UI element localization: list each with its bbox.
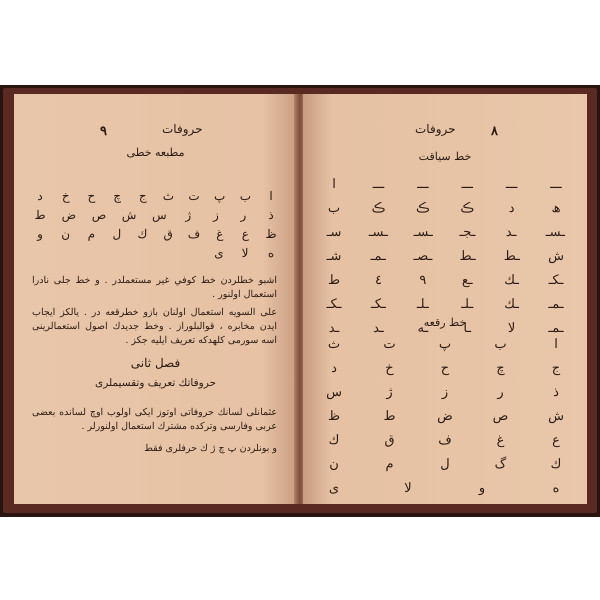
table-row xyxy=(303,220,587,244)
letter-glyph: ك xyxy=(137,227,148,241)
table-row xyxy=(303,476,587,500)
paragraph: على السويه استعمال اولنان بازو خطرقعه در . يالكز ايجاب ايدن مخابره ، قوالبلوراز . وخط جديدك اصول استعمالرينى اسه سورمى كلهدكه تعريف ايليه جكز . xyxy=(32,307,277,346)
letter-glyph: لا xyxy=(241,246,249,260)
letter-form: ض xyxy=(437,408,453,424)
letter-form: س xyxy=(326,384,342,400)
letter-form: ٩ xyxy=(419,272,427,288)
letter-form: لا xyxy=(404,480,412,496)
letter-form: ـع xyxy=(461,272,473,288)
letter-form: ب xyxy=(327,200,341,216)
letter-form: ـسـ xyxy=(368,224,388,240)
letter-glyph: ر xyxy=(240,208,247,222)
chapter-subtitle: حروفاتك تعريف وتقسيملرى xyxy=(95,377,216,389)
letter-form: ـكـ xyxy=(548,272,564,288)
letter-form: ڪ xyxy=(415,200,430,216)
letter-glyph: ذ xyxy=(268,208,274,222)
letter-form: ش xyxy=(548,248,564,264)
paragraph: عثمانلى لسانك حروفاتى اوتوز ايكى اولوب اوچ لسانده بعضى عربى وفارسى وتركده مشترك استعمال اولنورلر . xyxy=(32,407,277,432)
table-row xyxy=(303,172,587,196)
alphabet-row xyxy=(14,246,297,260)
letter-form: و xyxy=(478,480,486,496)
left-page xyxy=(14,94,297,504)
letter-form: ن xyxy=(329,456,339,472)
letter-form: ط xyxy=(383,408,396,424)
letter-form: ظ xyxy=(327,408,341,424)
letter-form: ـمـ xyxy=(548,296,564,312)
table-row xyxy=(303,244,587,268)
rika-title: خط رقعه xyxy=(423,316,467,329)
letter-glyph: د xyxy=(37,189,43,203)
letter-glyph: ح xyxy=(87,189,96,203)
table-row xyxy=(303,404,587,428)
letter-form: شـ xyxy=(326,248,342,264)
letter-form: ا xyxy=(554,336,558,352)
letter-glyph: ژ xyxy=(185,208,192,222)
letter-form: ـمـ xyxy=(548,320,564,336)
letter-glyph: غ xyxy=(216,227,224,241)
table-row xyxy=(303,428,587,452)
letter-form: ـــ xyxy=(417,176,429,192)
letter-form: ـمـ xyxy=(370,248,386,264)
letter-form: ق xyxy=(384,432,395,448)
letter-form: ـد xyxy=(505,224,517,240)
letter-glyph: ه xyxy=(267,246,275,260)
letter-form: سـ xyxy=(326,224,342,240)
letter-form: ـك xyxy=(504,296,519,312)
letter-form: ھ xyxy=(551,200,561,216)
letter-glyph: ل xyxy=(112,227,122,241)
letter-form: ه xyxy=(552,480,560,496)
letter-form: ـد xyxy=(373,320,384,336)
letter-form: ط xyxy=(328,272,341,288)
alphabet-row xyxy=(14,208,297,222)
letter-glyph: ع xyxy=(241,227,249,241)
letter-form: ك xyxy=(550,456,562,472)
letter-form: ـط xyxy=(459,248,476,264)
letter-form: ج xyxy=(551,360,561,376)
letter-form: ـصـ xyxy=(413,248,433,264)
letter-glyph: پ xyxy=(214,189,226,203)
letter-glyph: ب xyxy=(239,189,251,203)
letter-form: ـسـ xyxy=(545,224,565,240)
letter-form: ف xyxy=(438,432,452,448)
letter-form: د xyxy=(508,200,515,216)
letter-form: ـكـ xyxy=(326,296,342,312)
letter-form: ژ xyxy=(386,384,393,400)
letter-glyph: ف xyxy=(187,227,201,241)
letter-glyph: ج xyxy=(138,189,147,203)
letter-form: م xyxy=(385,456,394,472)
letter-form: ا xyxy=(332,176,336,192)
letter-form: ـــ xyxy=(372,176,385,192)
alphabet-row xyxy=(14,227,297,241)
rika-table xyxy=(303,332,587,500)
table-row xyxy=(303,452,587,476)
letter-form: ـك xyxy=(504,272,519,288)
siyakat-title: خط سياقت xyxy=(418,150,472,163)
letter-form: ڪ xyxy=(371,200,386,216)
letter-form: ك xyxy=(328,432,340,448)
letter-form: ل xyxy=(440,456,450,472)
letter-form: چ xyxy=(496,360,505,376)
right-running-head: حروفات xyxy=(415,122,456,136)
letter-glyph: ث xyxy=(162,189,175,203)
letter-glyph: ت xyxy=(188,189,200,203)
table-row xyxy=(303,356,587,380)
letter-glyph: ى xyxy=(214,246,224,260)
letter-form: ـلـ xyxy=(416,296,429,312)
letter-glyph: ن xyxy=(61,227,71,241)
letter-form: ش xyxy=(548,408,564,424)
letter-glyph: ز xyxy=(212,208,219,222)
letter-form: پ xyxy=(438,336,452,352)
letter-glyph: چ xyxy=(113,189,121,203)
letter-form: ـسـ xyxy=(413,224,433,240)
letter-form: ـكـ xyxy=(371,296,386,312)
letter-form: غ xyxy=(496,432,505,448)
letter-form: ـا xyxy=(463,320,472,336)
right-page-number: ٨ xyxy=(491,124,498,139)
letter-glyph: ق xyxy=(163,227,173,241)
table-row xyxy=(303,268,587,292)
letter-form: خ xyxy=(385,360,394,376)
letter-glyph: ص xyxy=(91,208,107,222)
table-row xyxy=(303,196,587,220)
letter-form: ـلـ xyxy=(461,296,474,312)
table-row xyxy=(303,292,587,316)
paragraph: اشبو خطلردن خط كوفي غير مستعملدر . و خط جلى نادرا استعمال اولنور . xyxy=(32,275,277,300)
letter-glyph: خ xyxy=(61,189,70,203)
letter-form: ذ xyxy=(553,384,559,400)
left-section-title: مطبعه خطی xyxy=(126,146,185,159)
chapter-title: فصل ثانى xyxy=(130,356,181,370)
letter-form: ڪ xyxy=(460,200,475,216)
letter-glyph: ط xyxy=(34,208,46,222)
letter-form: ص xyxy=(492,408,509,424)
alphabet-row xyxy=(14,189,297,203)
siyakat-table xyxy=(303,172,587,340)
letter-form: ز xyxy=(441,384,449,400)
letter-glyph: ا xyxy=(269,189,273,203)
letter-glyph: ض xyxy=(61,208,77,222)
letter-form: لا xyxy=(507,320,516,336)
letter-glyph: ش xyxy=(121,208,137,222)
left-page-number: ٩ xyxy=(100,124,107,139)
letter-form: ـد xyxy=(328,320,340,336)
letter-glyph: س xyxy=(152,208,167,222)
letter-form: ـــ xyxy=(505,176,518,192)
letter-form: ع xyxy=(552,432,560,448)
letter-form: ـــ xyxy=(550,176,562,192)
letter-form: ت xyxy=(383,336,396,352)
letter-form: ـط xyxy=(503,248,520,264)
left-running-head: حروفات xyxy=(162,122,203,136)
letter-glyph: و xyxy=(37,227,43,241)
letter-form: د xyxy=(331,360,337,376)
letter-glyph: م xyxy=(87,227,95,241)
letter-glyph: ظ xyxy=(265,227,277,241)
letter-form: ث xyxy=(327,336,341,352)
paragraph: و بونلردن پ چ ژ ك حرفلرى فقط xyxy=(144,443,277,454)
letter-form: ـه xyxy=(417,320,429,336)
letter-form: ـجـ xyxy=(459,224,476,240)
right-page xyxy=(303,94,587,504)
table-row xyxy=(303,380,587,404)
letter-form: ٤ xyxy=(374,272,382,288)
letter-form: ب xyxy=(494,336,507,352)
letter-form: گ xyxy=(494,456,507,472)
letter-form: ر xyxy=(497,384,504,400)
letter-form: ـــ xyxy=(461,176,473,192)
letter-form: ى xyxy=(328,480,340,496)
table-row xyxy=(303,332,587,356)
letter-form: ح xyxy=(440,360,450,376)
